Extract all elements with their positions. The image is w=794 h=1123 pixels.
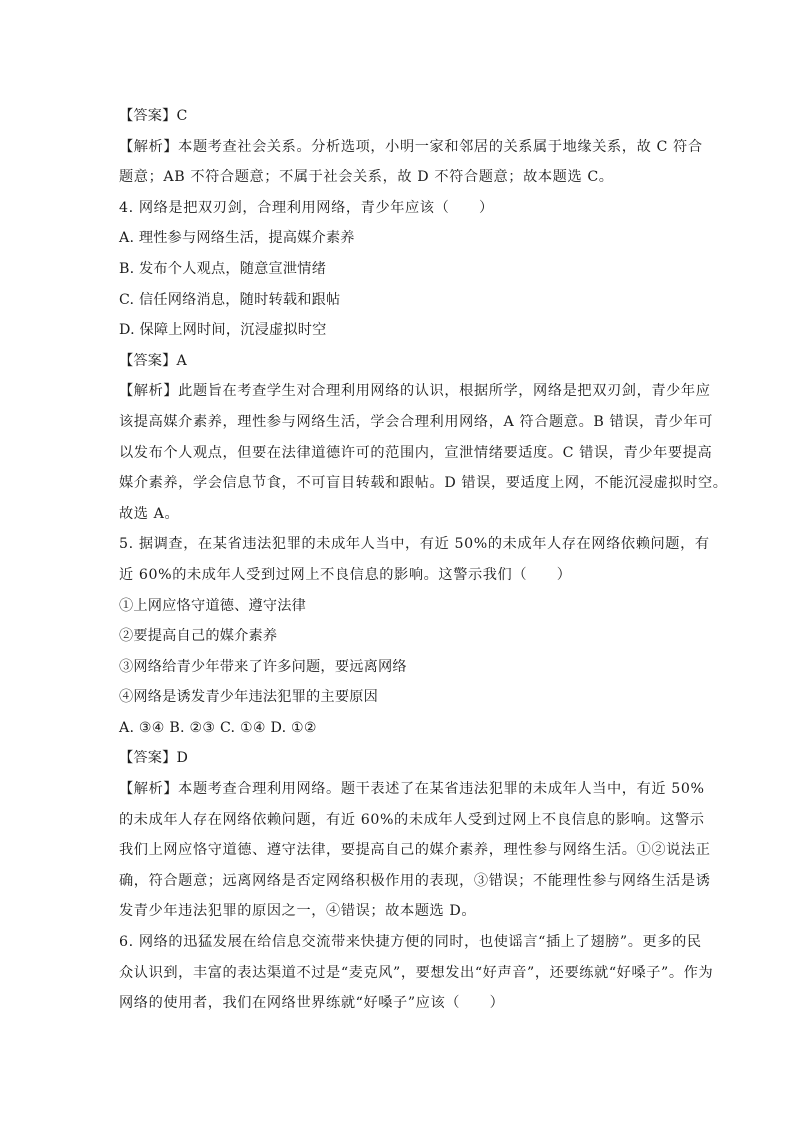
- text-line: 以发布个人观点，但要在法律道德许可的范围内，宣泄情绪要适度。C 错误，青少年要提高: [119, 444, 713, 461]
- answer-option: [119, 315, 679, 346]
- answer-option: [119, 223, 679, 254]
- answer-option: [119, 713, 679, 744]
- text-line: C. 信任网络消息，随时转载和跟帖: [119, 291, 341, 308]
- analysis-paragraph: [119, 132, 703, 193]
- answer-line: [119, 743, 679, 774]
- text-line: ①上网应恪守道德、遵守法律: [119, 597, 307, 614]
- text-line: ②要提高自己的媒介素养: [119, 628, 278, 645]
- text-line: 我们上网应恪守道德、遵守法律，要提高自己的媒介素养，理性参与网络生活。①②说法正: [119, 842, 711, 859]
- text-line: A. 理性参与网络生活，提高媒介素养: [119, 230, 355, 247]
- text-line: B. 发布个人观点，随意宣泄情绪: [119, 260, 327, 277]
- text-line: 故选 A。: [119, 505, 180, 522]
- text-line: 4. 网络是把双刃剑，合理利用网络，青少年应该（ ）: [119, 199, 494, 216]
- text-line: 5. 据调查，在某省违法犯罪的未成年人当中，有近 50%的未成年人存在网络依赖问题，有: [119, 536, 710, 553]
- answer-option: [119, 254, 679, 285]
- text-line: 【解析】本题考查社会关系。分析选项，小明一家和邻居的关系属于地缘关系，故 C 符合: [119, 138, 703, 155]
- text-line: 【答案】A: [119, 352, 187, 369]
- text-line: 6. 网络的迅猛发展在给信息交流带来快捷方便的同时，也使谣言“插上了翅膀”。更多的民: [119, 934, 702, 951]
- analysis-paragraph: [119, 376, 728, 529]
- answer-option: [119, 682, 679, 713]
- text-line: 【解析】此题旨在考查学生对合理利用网络的认识，根据所学，网络是把双刃剑，青少年应: [119, 383, 711, 400]
- text-line: 确，符合题意；远离网络是否定网络积极作用的表现，③错误；不能理性参与网络生活是诱: [119, 872, 711, 889]
- answer-option: [119, 621, 679, 652]
- text-line: 【解析】本题考查合理利用网络。题干表述了在某省违法犯罪的未成年人当中，有近 50%: [119, 781, 705, 798]
- question-stem: [119, 927, 714, 1019]
- text-line: 媒介素养，学会信息节食，不可盲目转载和跟帖。D 错误，要适度上网，不能沉浸虚拟时空。: [119, 475, 728, 492]
- text-line: 【答案】C: [119, 108, 188, 124]
- analysis-paragraph: [119, 774, 711, 927]
- question-stem: [119, 193, 679, 224]
- answer-line: [119, 101, 679, 132]
- answer-option: [119, 285, 679, 316]
- text-line: 题意；AB 不符合题意；不属于社会关系，故 D 不符合题意；故本题选 C。: [119, 169, 614, 186]
- answer-option: [119, 652, 679, 683]
- text-line: A. ③④ B. ②③ C. ①④ D. ①②: [119, 719, 317, 736]
- answer-line: [119, 346, 679, 377]
- text-line: ③网络给青少年带来了许多问题，要远离网络: [119, 658, 407, 675]
- text-line: 众认识到，丰富的表达渠道不过是“麦克风”，要想发出“好声音”，还要练就“好嗓子”。作为: [119, 964, 714, 981]
- text-line: 【答案】D: [119, 750, 189, 767]
- text-line: 该提高媒介素养，理性参与网络生活，学会合理利用网络，A 符合题意。B 错误，青少年可: [119, 413, 714, 430]
- text-line: ④网络是诱发青少年违法犯罪的主要原因: [119, 689, 378, 706]
- text-line: 近 60%的未成年人受到过网上不良信息的影响。这警示我们（ ）: [119, 566, 572, 583]
- text-line: 网络的使用者，我们在网络世界练就“好嗓子”应该（ ）: [119, 995, 505, 1012]
- text-line: D. 保障上网时间，沉浸虚拟时空: [119, 322, 327, 339]
- answer-option: [119, 591, 679, 622]
- document-content: [119, 101, 728, 1019]
- question-stem: [119, 529, 710, 590]
- text-line: 的未成年人存在网络依赖问题，有近 60%的未成年人受到过网上不良信息的影响。这警示: [119, 811, 705, 828]
- text-line: 发青少年违法犯罪的原因之一，④错误；故本题选 D。: [119, 903, 477, 920]
